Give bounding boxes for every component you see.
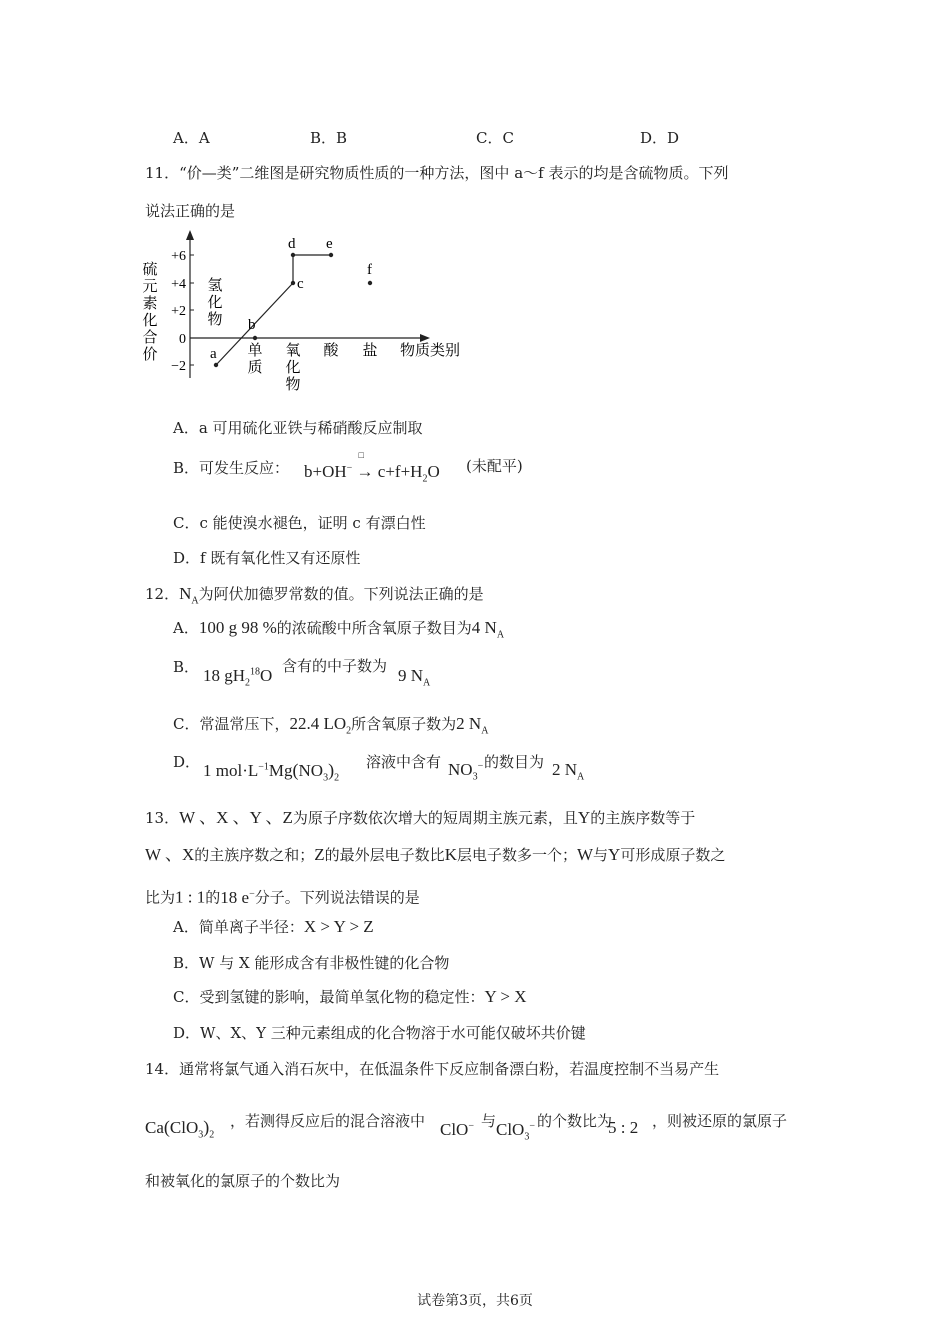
q11-option-b-equation: b+OH− → □ $c+f+H_2O$ [304,450,440,485]
point-b [253,336,257,340]
equation-condition-mark: □ [358,450,364,460]
page-footer: 试卷第3页，共6页 [417,1293,533,1309]
point-label-f: f [367,262,372,278]
point-label-c: c [297,276,304,292]
q11-option-b-label: B．可发生反应： [173,459,290,477]
y-tick-label: +6 [171,249,186,264]
q14-stem-line2d: ，则被还原的氯原子 [652,1112,788,1130]
x-category-element [247,342,262,376]
svg-text:单: 单 [247,343,263,359]
q12-option-b-text: 含有的中子数为 [282,657,388,675]
q12-option-a[interactable]: A．100 g 98 %的浓硫酸中所含氧原子数目为4 $N_A$ [173,618,505,641]
q12-option-d-text1: 溶液中含有 [366,753,442,771]
point-label-a: a [210,346,217,362]
point-d [291,253,295,257]
q14-stem-line2b: 与 [481,1112,497,1130]
q12-option-b-label[interactable]: B． [173,658,200,676]
q14-stem-line1: 14．通常将氯气通入消石灰中，在低温条件下反应制备漂白粉，若温度控制不当易产生 [145,1060,720,1078]
q14-ion-clo: ClO− [440,1120,474,1139]
q14-stem-line3: 和被氧化的氯原子的个数比为 [145,1172,341,1190]
y-tick-marks [190,255,194,365]
q11-option-a[interactable]: A．a 可用硫化亚铁与稀硝酸反应制取 [173,419,423,437]
svg-text:化: 化 [285,360,301,376]
q12-stem: 12．$N_A$为阿伏加德罗常数的值。下列说法正确的是 [145,584,484,607]
q14-ratio: 5 : 2 [608,1118,639,1137]
q12-option-c[interactable]: C．常温常压下，22.4 $LO_2$所含氧原子数为2 $N_A$ [173,714,489,737]
svg-text:硫: 硫 [142,262,158,278]
q10-option-a[interactable]: A．A [173,129,210,147]
q11-option-d[interactable]: D．f 既有氧化性又有还原性 [173,549,361,567]
q13-option-b[interactable]: B．W 与 X 能形成含有非极性键的化合物 [173,954,450,972]
point-label-e: e [326,236,333,252]
y-tick-label: −2 [171,359,186,374]
point-e [329,253,333,257]
valence-class-chart [138,228,478,398]
y-axis-arrow [186,230,194,240]
q10-option-c[interactable]: C．C [476,129,514,147]
q12-option-d-formula: 1 $mol\cdot L^{-1}Mg(NO_3)_2$ [203,760,340,784]
svg-text:物: 物 [207,312,223,328]
y-tick-label: +2 [171,304,186,319]
svg-text:合: 合 [142,330,158,346]
q13-option-a[interactable]: A．简单离子半径：X > Y > Z [173,917,374,936]
q11-option-c[interactable]: C．c 能使溴水褪色，证明 c 有漂白性 [173,514,426,532]
q14-ion-clo3: ClO$_3$− [496,1120,535,1143]
x-category-acid: 酸 [323,343,339,359]
q11-stem-line1: 11．“价—类”二维图是研究物质性质的一种方法，图中 a～f 表示的均是含硫物质。下列 [145,164,729,182]
x-category-oxide [285,342,300,393]
point-c [291,281,295,285]
q12-option-d-label[interactable]: D． [173,753,201,771]
svg-text:物: 物 [285,377,301,393]
y-tick-label: +4 [171,277,186,292]
svg-text:氢: 氢 [207,278,223,294]
q11-option-b-note: (未配平) [466,457,523,475]
svg-text:价: 价 [142,347,158,363]
svg-text:元: 元 [142,279,158,295]
q10-option-b[interactable]: B．B [310,129,348,147]
svg-text:质: 质 [247,360,263,376]
q10-option-d[interactable]: D．D [640,129,680,147]
y-tick-label: 0 [179,332,186,347]
q12-option-d-text2: 的数目为 [484,753,545,771]
svg-text:素: 素 [142,296,158,312]
q14-stem-line2c: 的个数比为 [537,1112,613,1130]
q13-option-d[interactable]: D．W、X、Y 三种元素组成的化合物溶于水可能仅破坏共价键 [173,1024,586,1042]
q12-option-b-formula: 18 $gH_2^{18}O$ [203,666,273,689]
point-f [368,281,372,285]
q12-option-b-value: 9 $N_A$ [398,666,431,689]
point-a [214,363,218,367]
q12-option-d-ion: $NO_3^-$ [448,760,484,783]
q13-stem-line3: 比为1 : 1的18 e−分子。下列说法错误的是 [145,887,420,907]
q11-stem-line2: 说法正确的是 [145,202,236,220]
x-axis-label: 物质类别 [400,343,461,359]
x-axis-arrow [420,334,430,342]
svg-text:化: 化 [207,295,223,311]
q13-option-c[interactable]: C．受到氢键的影响，最简单氢化物的稳定性：Y > X [173,987,527,1006]
svg-text:氧: 氧 [285,343,301,359]
x-category-salt: 盐 [362,343,378,359]
q14-formula-caclo3: $Ca(ClO_3)_2$ [145,1117,215,1141]
q13-stem-line2: W 、X的主族序数之和；Z的最外层电子数比K层电子数多一个；W与Y可形成原子数之 [145,845,726,864]
y-axis-label [142,261,157,363]
q13-stem-line1: 13．W 、X 、Y 、Z为原子序数依次增大的短周期主族元素，且Y的主族序数等于 [145,808,696,827]
q11-option-b[interactable] [173,458,289,478]
x-category-hydride [207,277,222,328]
point-label-b: b [248,317,256,333]
q12-option-d-value: 2 $N_A$ [552,760,585,783]
svg-text:化: 化 [142,313,158,329]
point-label-d: d [288,236,296,252]
q14-stem-line2a: ，若测得反应后的混合溶液中 [230,1112,426,1130]
